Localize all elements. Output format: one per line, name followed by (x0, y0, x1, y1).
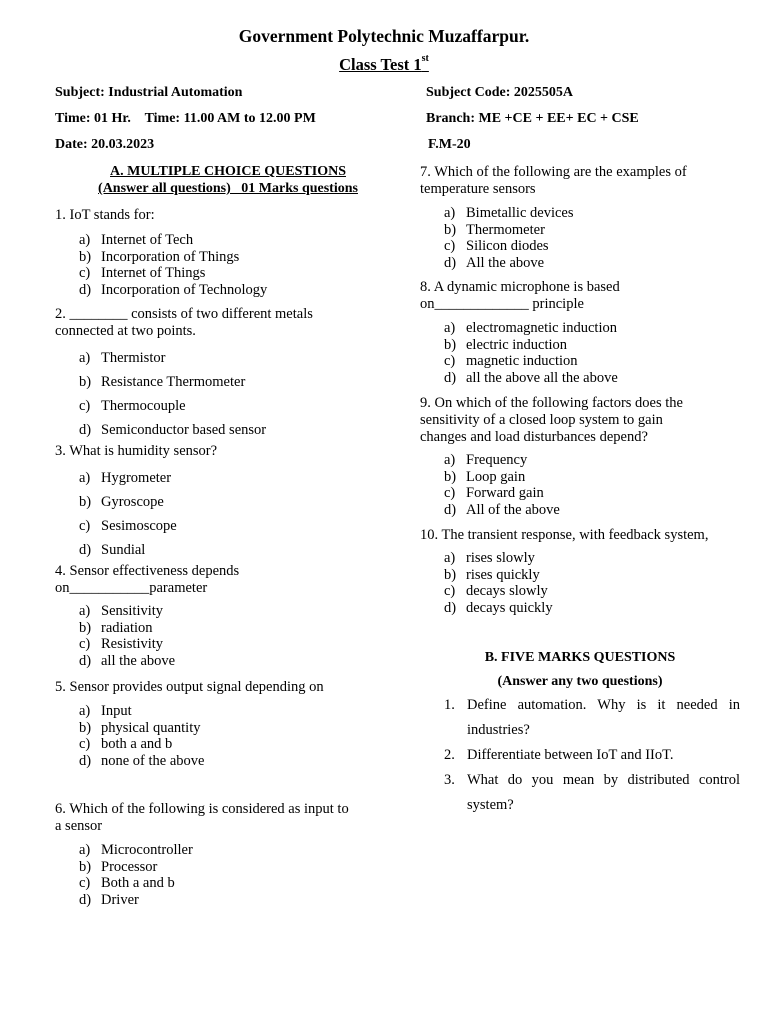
option: a) Microcontroller (79, 842, 193, 858)
option: c) Thermocouple (79, 398, 186, 414)
question-9-options (420, 452, 560, 519)
option: a) Thermistor (79, 350, 166, 366)
question-7: 7. Which of the following are the examples of temperature sensors (420, 164, 687, 197)
option: b) physical quantity (79, 719, 201, 736)
option: b) Loop gain (444, 468, 526, 485)
option: d) Incorporation of Technology (79, 282, 268, 299)
question-8-options (420, 320, 618, 387)
branch-label: Branch: ME +CE + EE+ EC + CSE (426, 111, 639, 126)
question-7-options (420, 205, 574, 272)
subject-code: Subject Code: 2025505A (426, 85, 573, 100)
section-b-item: 1. Define automation. Why is it needed in industries? (444, 697, 740, 738)
section-b-item: 3. What do you mean by distributed control system? (444, 772, 740, 813)
section-b-title: B. FIVE MARKS QUESTIONS (484, 650, 676, 665)
question-8: 8. A dynamic microphone is based on_____________ principle (420, 279, 620, 312)
option: c) decays slowly (444, 583, 548, 600)
question-6: 6. Which of the following is considered as input to a sensor (55, 801, 349, 834)
option: d) Sundial (79, 542, 146, 558)
option: c) Internet of Things (79, 265, 206, 282)
question-1-options (55, 232, 267, 299)
option: b) radiation (79, 619, 153, 636)
question-5-options (55, 703, 204, 770)
option: b) Processor (79, 858, 158, 875)
option: a) electromagnetic induction (444, 320, 617, 336)
option: d) all the above all the above (444, 370, 618, 387)
question-3: 3. What is humidity sensor? (55, 443, 218, 459)
option: c) Sesimoscope (79, 518, 177, 534)
option: c) Forward gain (444, 485, 544, 502)
question-2: 2. ________ consists of two different metals connected at two points. (55, 306, 313, 339)
section-a-subtitle: (Answer all questions) 01 Marks questions (98, 181, 358, 196)
date-label: Date: 20.03.2023 (55, 137, 155, 152)
question-4: 4. Sensor effectiveness depends on___________parameter (55, 563, 240, 596)
section-b-item: 2. Differentiate between IoT and IIoT. (444, 747, 674, 763)
question-5: 5. Sensor provides output signal depending on (55, 679, 324, 695)
question-10: 10. The transient response, with feedback system, (420, 527, 709, 543)
option: b) rises quickly (444, 566, 540, 583)
option: c) both a and b (79, 736, 173, 753)
full-marks: F.M-20 (428, 137, 471, 152)
option: b) Resistance Thermometer (79, 374, 246, 390)
option: b) electric induction (444, 336, 568, 353)
option: a) Frequency (444, 452, 528, 468)
section-b-subtitle: (Answer any two questions) (497, 674, 663, 689)
option: d) Driver (79, 892, 139, 909)
option: c) Resistivity (79, 636, 164, 653)
institution-title: Government Polytechnic Muzaffarpur. (238, 26, 530, 46)
option: b) Incorporation of Things (79, 248, 240, 265)
time-label: Time: 01 Hr. Time: 11.00 AM to 12.00 PM (55, 111, 316, 126)
option: a) Bimetallic devices (444, 205, 574, 221)
question-4-options (55, 603, 175, 670)
option: b) Gyroscope (79, 494, 164, 510)
option: a) Hygrometer (79, 470, 172, 486)
option: b) Thermometer (444, 221, 545, 238)
question-10-options (420, 550, 553, 617)
option: a) Sensitivity (79, 603, 164, 619)
question-1: 1. IoT stands for: (55, 207, 155, 223)
section-b-list (420, 693, 740, 818)
option: c) Silicon diodes (444, 238, 549, 255)
question-6-options (55, 842, 193, 909)
option: c) magnetic induction (444, 353, 578, 370)
subject-label: Subject: Industrial Automation (55, 85, 243, 100)
option: a) Input (79, 703, 132, 719)
option: d) none of the above (79, 753, 205, 770)
question-3-options (55, 466, 177, 562)
option: d) decays quickly (444, 600, 553, 617)
question-9: 9. On which of the following factors does the sensitivity of a closed loop system to gain changes and load disturbances depend? (420, 395, 683, 445)
option: c) Both a and b (79, 875, 175, 892)
option: d) All the above (444, 255, 545, 272)
section-a-title: A. MULTIPLE CHOICE QUESTIONS (110, 164, 346, 179)
option: a) Internet of Tech (79, 232, 194, 248)
option: d) all the above (79, 653, 176, 670)
test-title: Class Test 1st (339, 53, 429, 74)
option: a) rises slowly (444, 550, 535, 566)
option: d) Semiconductor based sensor (79, 422, 267, 438)
option: d) All of the above (444, 502, 560, 519)
question-2-options (55, 346, 266, 442)
